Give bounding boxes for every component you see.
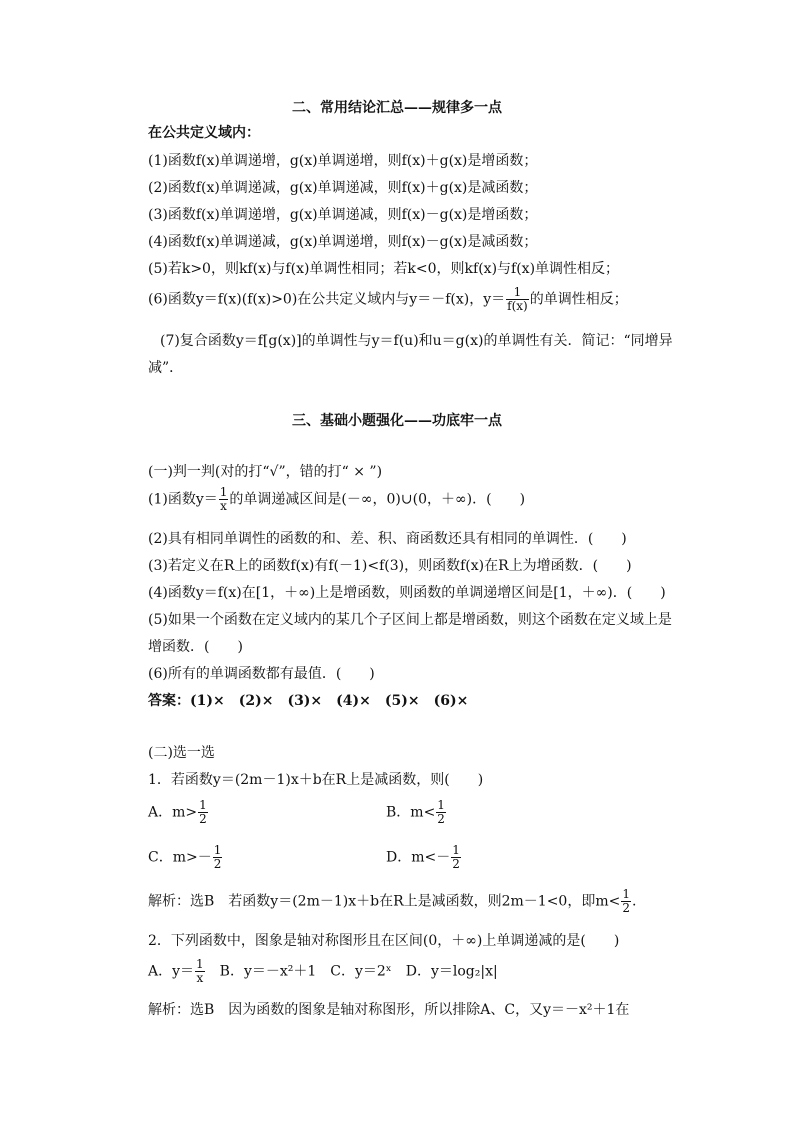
conclusion-item-5: (5)若k>0，则kf(x)与f(x)单调性相同；若k<0，则kf(x)与f(x)单调性相反； xyxy=(148,261,620,277)
q2-solution: 解析：选B 因为函数的图象是轴对称图形，所以排除A、C，又y＝－x²＋1在 xyxy=(148,1002,630,1018)
conclusion-item-1: (1)函数f(x)单调递增，g(x)单调递增，则f(x)＋g(x)是增函数； xyxy=(148,153,538,169)
fraction: $\frac{1}{2}$ xyxy=(622,887,630,915)
q1-option-d: D．m<－ $\frac{1}{2}$ xyxy=(386,843,460,871)
item6-post: 的单调性相反； xyxy=(529,291,628,308)
conclusion-item-6 xyxy=(148,286,628,313)
q1-solution: 解析：选B 若函数y＝(2m－1)x＋b在R上是减函数，则2m－1<0，即m< $\frac{1}{2}$ . xyxy=(148,887,637,915)
judge-item-6: (6)所有的单调函数都有最值．( ) xyxy=(148,666,375,682)
conclusion-item-7-line2: 减”． xyxy=(148,360,184,376)
fraction: $\frac{1}{2}$ xyxy=(199,798,207,826)
fraction: $\frac{1}{f(x)}$ xyxy=(507,285,528,313)
conclusion-item-7-line1: (7)复合函数y＝f[g(x)]的单调性与y＝f(u)和u＝g(x)的单调性有关．简记：“同增异 xyxy=(160,333,673,349)
judge-item-4: (4)函数y＝f(x)在[1，＋∞)上是增函数，则函数的单调递增区间是[1，＋∞)．( ) xyxy=(148,585,666,601)
section-title-basics: 三、基础小题强化——功底牢一点 xyxy=(292,413,502,429)
choice-subtitle: (二)选一选 xyxy=(148,745,215,761)
fraction: $\frac{1}{x}$ xyxy=(196,957,204,985)
judge-item-3: (3)若定义在R上的函数f(x)有f(－1)<f(3)，则函数f(x)在R上为增函数．( ) xyxy=(148,558,632,574)
conclusion-item-3: (3)函数f(x)单调递增，g(x)单调递减，则f(x)－g(x)是增函数； xyxy=(148,207,538,223)
fraction: $\frac{1}{2}$ xyxy=(213,843,222,871)
conclusion-item-4: (4)函数f(x)单调递减，g(x)单调递增，则f(x)－g(x)是减函数； xyxy=(148,234,538,250)
intro-text: 在公共定义域内： xyxy=(148,125,260,141)
conclusion-item-2: (2)函数f(x)单调递减，g(x)单调递减，则f(x)＋g(x)是减函数； xyxy=(148,180,538,196)
q1-option-b: B．m< $\frac{1}{2}$ xyxy=(386,798,445,826)
q1-option-c: C．m>－ $\frac{1}{2}$ xyxy=(148,843,222,871)
question-2: 2．下列函数中，图象是轴对称图形且在区间(0，＋∞)上单调递减的是( ) xyxy=(148,933,620,949)
judge-subtitle: (一)判一判(对的打“√”，错的打“ × ”) xyxy=(148,464,383,480)
question-1: 1．若函数y＝(2m－1)x＋b在R上是减函数，则( ) xyxy=(148,772,484,788)
fraction: $\frac{1}{2}$ xyxy=(452,843,460,871)
judge-item-2: (2)具有相同单调性的函数的和、差、积、商函数还具有相同的单调性．( ) xyxy=(148,531,627,547)
judge-item-5-line2: 增函数．( ) xyxy=(148,639,243,655)
section-title-conclusions: 二、常用结论汇总——规律多一点 xyxy=(292,100,502,116)
judge-item-1: (1)函数y＝ $\frac{1}{x}$ 的单调递减区间是(－∞，0)∪(0，＋∞)．( ) xyxy=(148,485,526,513)
item6-pre: (6)函数y＝f(x)(f(x)>0)在公共定义域内与y＝－f(x)，y＝ xyxy=(148,291,506,308)
judge-item-5-line1: (5)如果一个函数在定义域内的某几个子区间上都是增函数，则这个函数在定义域上是 xyxy=(148,612,672,628)
fraction: $\frac{1}{2}$ xyxy=(437,798,445,826)
fraction: $\frac{1}{x}$ xyxy=(219,485,228,513)
q2-options: A．y＝ $\frac{1}{x}$ B．y＝－x²＋1 C．y＝2ˣ D．y＝log₂|x| xyxy=(148,957,498,985)
q1-option-a: A．m> $\frac{1}{2}$ xyxy=(148,798,207,826)
answers-line: 答案：(1)× (2)× (3)× (4)× (5)× (6)× xyxy=(148,693,469,709)
